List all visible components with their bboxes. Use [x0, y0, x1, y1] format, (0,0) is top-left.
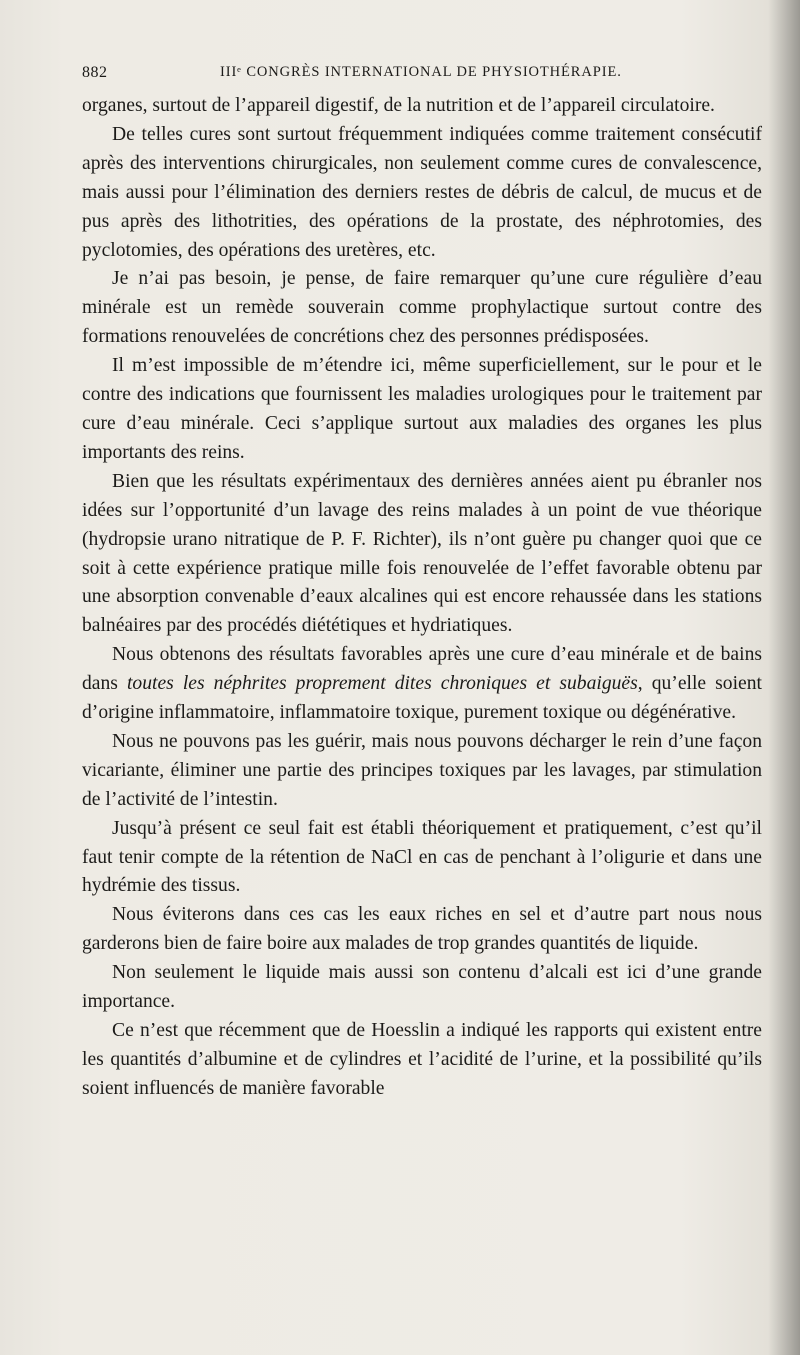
paragraph: Non seulement le liquide mais aussi son contenu d’alcali est ici d’une grande importance. — [82, 962, 762, 1013]
paragraph-text: , qu’elle soient d’origine inflammatoire, inflammatoire toxique, purement toxique ou dégénérative. — [82, 673, 762, 724]
paragraph: Jusqu’à présent ce seul fait est établi théoriquement et pratiquement, c’est qu’il faut tenir compte de la rétention de NaCl en cas de penchant à l’oligurie et dans une hydrémie des tissus. — [82, 817, 762, 897]
paragraph-text: Nous obtenons des résultats favorables après une cure d’eau minérale et de bains dans — [82, 644, 762, 695]
paragraph: Il m’est impossible de m’étendre ici, même superficiellement, sur le pour et le contre des indications que fournissent les maladies urologiques pour le traitement par cure d’eau minérale. Ceci s’applique surtout aux maladies des organes les plus importants des reins. — [82, 355, 762, 463]
paragraph: Bien que les résultats expérimentaux des dernières années aient pu ébranler nos idées sur l’opportunité d’un lavage des reins malades à un point de vue théorique (hydropsie urano nitratique de P. F. Richter), ils n’ont guère pu changer quoi que ce soit à cette expérience pratique mille fois renouvelée de l’effet favorable obtenu par une absorption convenable d’eaux alcalines qui est encore rehaussée dans les stations balnéaires par des procédés diététiques et hydriatiques. — [82, 470, 762, 637]
page-number: 882 — [82, 64, 108, 81]
running-title: IIIᵉ CONGRÈS INTERNATIONAL DE PHYSIOTHÉRAPIE. — [220, 64, 622, 80]
italic-emphasis: toutes les néphrites proprement dites chroniques et subaiguës — [126, 673, 638, 695]
page-header — [82, 64, 762, 88]
paragraph: Nous éviterons dans ces cas les eaux riches en sel et d’autre part nous nous garderons bien de faire boire aux malades de trop grandes quantités de liquide. — [82, 904, 762, 955]
paragraph: Ce n’est que récemment que de Hoesslin a indiqué les rapports qui existent entre les quantités d’albumine et de cylindres et l’acidité de l’urine, et la possibilité qu’ils soient influencés de manière favorable — [82, 1020, 762, 1099]
paragraph: Je n’ai pas besoin, je pense, de faire remarquer qu’une cure régulière d’eau minérale est un remède souverain comme prophylactique surtout contre des formations renouvelées de concrétions chez des personnes prédisposées. — [82, 268, 762, 348]
paragraph-with-emphasis — [82, 641, 762, 728]
paragraph-continuation: organes, surtout de l’appareil digestif, de la nutrition et de l’appareil circulatoire. — [82, 95, 715, 116]
paragraph: De telles cures sont surtout fréquemment indiquées comme traitement consécutif après des interventions chirurgicales, non seulement comme cures de convalescence, mais aussi pour l’élimination des derniers restes de débris de calcul, de mucus et de pus après des lithotrities, des opérations de la prostate, des néphrotomies, des pyclotomies, des opérations des uretères, etc. — [82, 123, 762, 261]
paragraph: Nous ne pouvons pas les guérir, mais nous pouvons décharger le rein d’une façon vicariante, éliminer une partie des principes toxiques par les lavages, par stimulation de l’activité de l’intestin. — [82, 730, 762, 810]
body-text — [82, 92, 762, 1104]
